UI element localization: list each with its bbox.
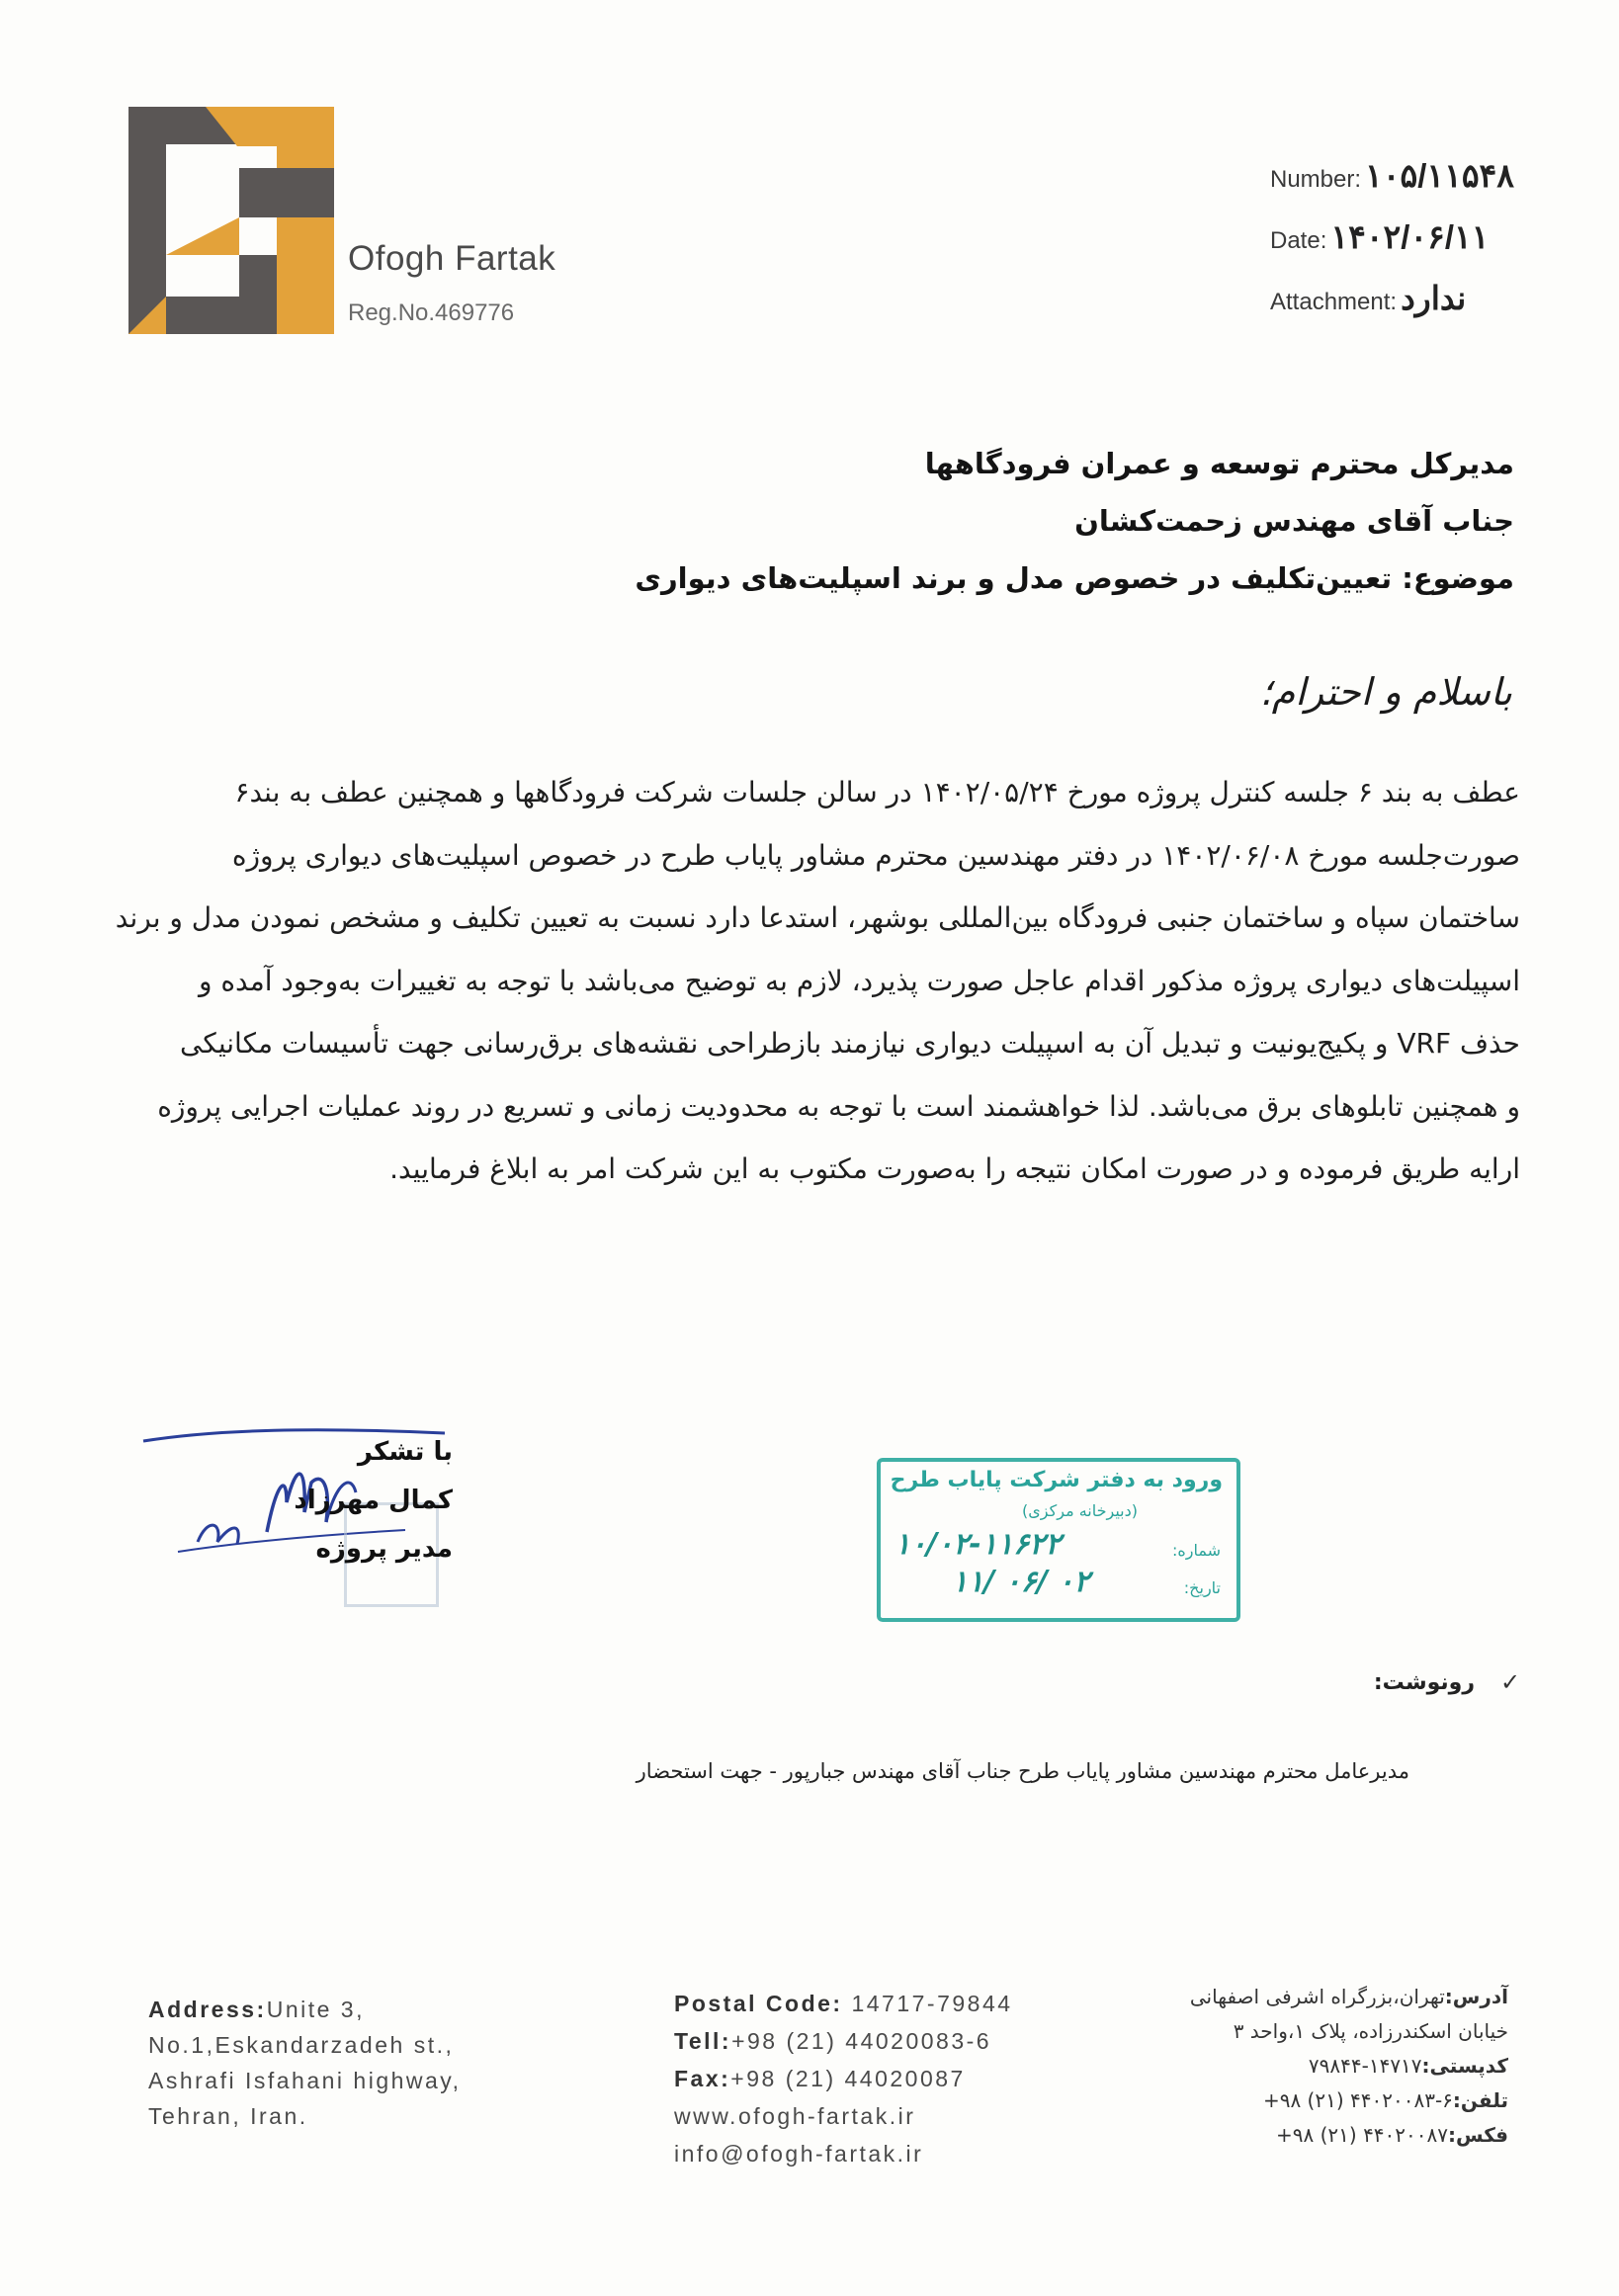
letter-date-value: ۱۴۰۲/۰۶/۱۱ [1330,218,1490,255]
footer-address-line: No.1,Eskandarzadeh st., [148,2032,455,2058]
footer-email: info@ofogh-fartak.ir [674,2141,924,2167]
letter-subject: موضوع: تعیین‌تکلیف در خصوص مدل و برند اسپلیت‌های دیواری [635,561,1514,595]
company-name: Ofogh Fartak [348,239,556,278]
footer-postal-value: 14717-79844 [851,1991,1013,2016]
letter-date-label: Date: [1270,227,1327,254]
letter-date [1270,217,1490,256]
footer-fa-tel-value: ۶-۴۴۰۲۰۰۸۳ (۲۱) ۹۸+ [1262,2088,1453,2112]
letter-attachment-value: ندارد [1401,280,1467,316]
body-line: عطف به بند ۶ جلسه کنترل پروژه مورخ ۱۴۰۲/۰۵/۲۴ در سالن جلسات شرکت فرودگاهها و همچنین عطف به بند۶ [234,776,1520,808]
footer-address-en [148,1992,462,2134]
footer-fa-street: خیابان اسکندرزاده، پلاک ۱،واحد ۳ [1233,2019,1508,2043]
reception-date-label: تاریخ: [1183,1578,1221,1597]
signature-closing: با تشکر [357,1437,453,1467]
letter-attachment-label: Attachment: [1270,289,1398,315]
footer-address-label: Address: [148,1997,267,2022]
reception-date-value: ۱۱/ ۰۶/ ۰۲ [952,1565,1090,1599]
body-line: ساختمان سپاه و ساختمان جنبی فرودگاه بین‌المللی بوشهر، استدعا دارد نسبت به تعیین تکلیف و مشخص نمودن مدل و برند [115,901,1520,934]
footer-address-line: Unite 3, [266,1997,365,2022]
footer-tel-value: +98 (21) 44020083-6 [731,2028,992,2054]
reception-stamp [877,1458,1240,1622]
footer-tel-label: Tell: [674,2028,732,2054]
reception-stamp-title: ورود به دفتر شرکت پایاب طرح [890,1468,1223,1492]
letter-body [115,761,1520,1201]
footer-fax-label: Fax: [674,2066,731,2091]
footer-address-line: Tehran, Iran. [148,2103,308,2129]
letter-attachment [1270,279,1466,317]
reception-number-value: ۱۰/۰۲-۱۱۶۲۲ [895,1527,1062,1562]
footer-fa-postal-value: ۱۴۷۱۷-۷۹۸۴۴ [1308,2054,1422,2078]
body-line: ارایه طریق فرموده و در صورت امکان نتیجه را به‌صورت مکتوب به این شرکت امر به ابلاغ فرمایید. [389,1152,1520,1185]
letter-number-label: Number: [1270,166,1362,193]
body-line: و همچنین تابلوهای برق می‌باشد. لذا خواهشمند است با توجه به محدودیت زمانی و تسریع در روند عملیات اجرایی پروژه [157,1089,1520,1123]
footer-fa-fax-label: فکس: [1448,2123,1508,2147]
registration-number: Reg.No.469776 [348,299,515,326]
footer-fa-address-value: تهران،بزرگراه اشرفی اصفهانی [1189,1985,1445,2008]
footer-fax-value: +98 (21) 44020087 [730,2066,966,2091]
footer-contact [674,1985,1013,2172]
greeting: باسلام و احترام؛ [1259,670,1512,714]
footer-fa-tel-label: تلفن: [1452,2088,1508,2112]
footer-fa-postal-label: کدپستی: [1421,2054,1508,2078]
body-line: اسپیلت‌های دیواری پروژه مذکور اقدام عاجل صورت پذیرد، لازم به توضیح می‌باشد با توجه به تغییرات به‌وجود آمده و [198,964,1520,997]
reception-stamp-subtitle: (دبیرخانه مرکزی) [1022,1501,1138,1520]
letter-number-value: ۱۰۵/۱۱۵۴۸ [1365,157,1514,194]
cc-recipient: مدیرعامل محترم مهندسین مشاور پایاب طرح جناب آقای مهندس جبارپور - جهت استحضار [636,1759,1409,1783]
signer-title: مدیر پروژه [315,1534,453,1564]
footer-address-fa [1190,1980,1508,2153]
company-logo [128,107,334,334]
letter-number [1270,156,1514,195]
footer-postal-label: Postal Code: [674,1991,843,2016]
footer-fa-fax-value: ۴۴۰۲۰۰۸۷ (۲۱) ۹۸+ [1275,2123,1448,2147]
reception-number-label: شماره: [1171,1541,1221,1560]
footer-website: www.ofogh-fartak.ir [674,2103,916,2129]
footer-address-line: Ashrafi Isfahani highway, [148,2068,462,2093]
addressee-name: جناب آقای مهندس زحمت‌کشان [1074,504,1514,538]
body-line: حذف VRF و پکیج‌یونیت و تبدیل آن به اسپیلت دیواری نیازمند بازطراحی نقشه‌های برق‌رسانی جهت تأسیسات مکانیکی [180,1027,1520,1060]
addressee-title: مدیرکل محترم توسعه و عمران فرودگاهها [924,447,1514,480]
checkmark-icon: ✓ [1500,1668,1521,1696]
footer-fa-address-label: آدرس: [1444,1985,1508,2008]
signer-name: کمال مهرزاد [294,1486,453,1515]
body-line: صورت‌جلسه مورخ ۱۴۰۲/۰۶/۰۸ در دفتر مهندسین محترم مشاور پایاب طرح در خصوص اسپلیت‌های دیواری پروژه [231,838,1520,872]
cc-label: رونوشت: [1373,1670,1475,1695]
